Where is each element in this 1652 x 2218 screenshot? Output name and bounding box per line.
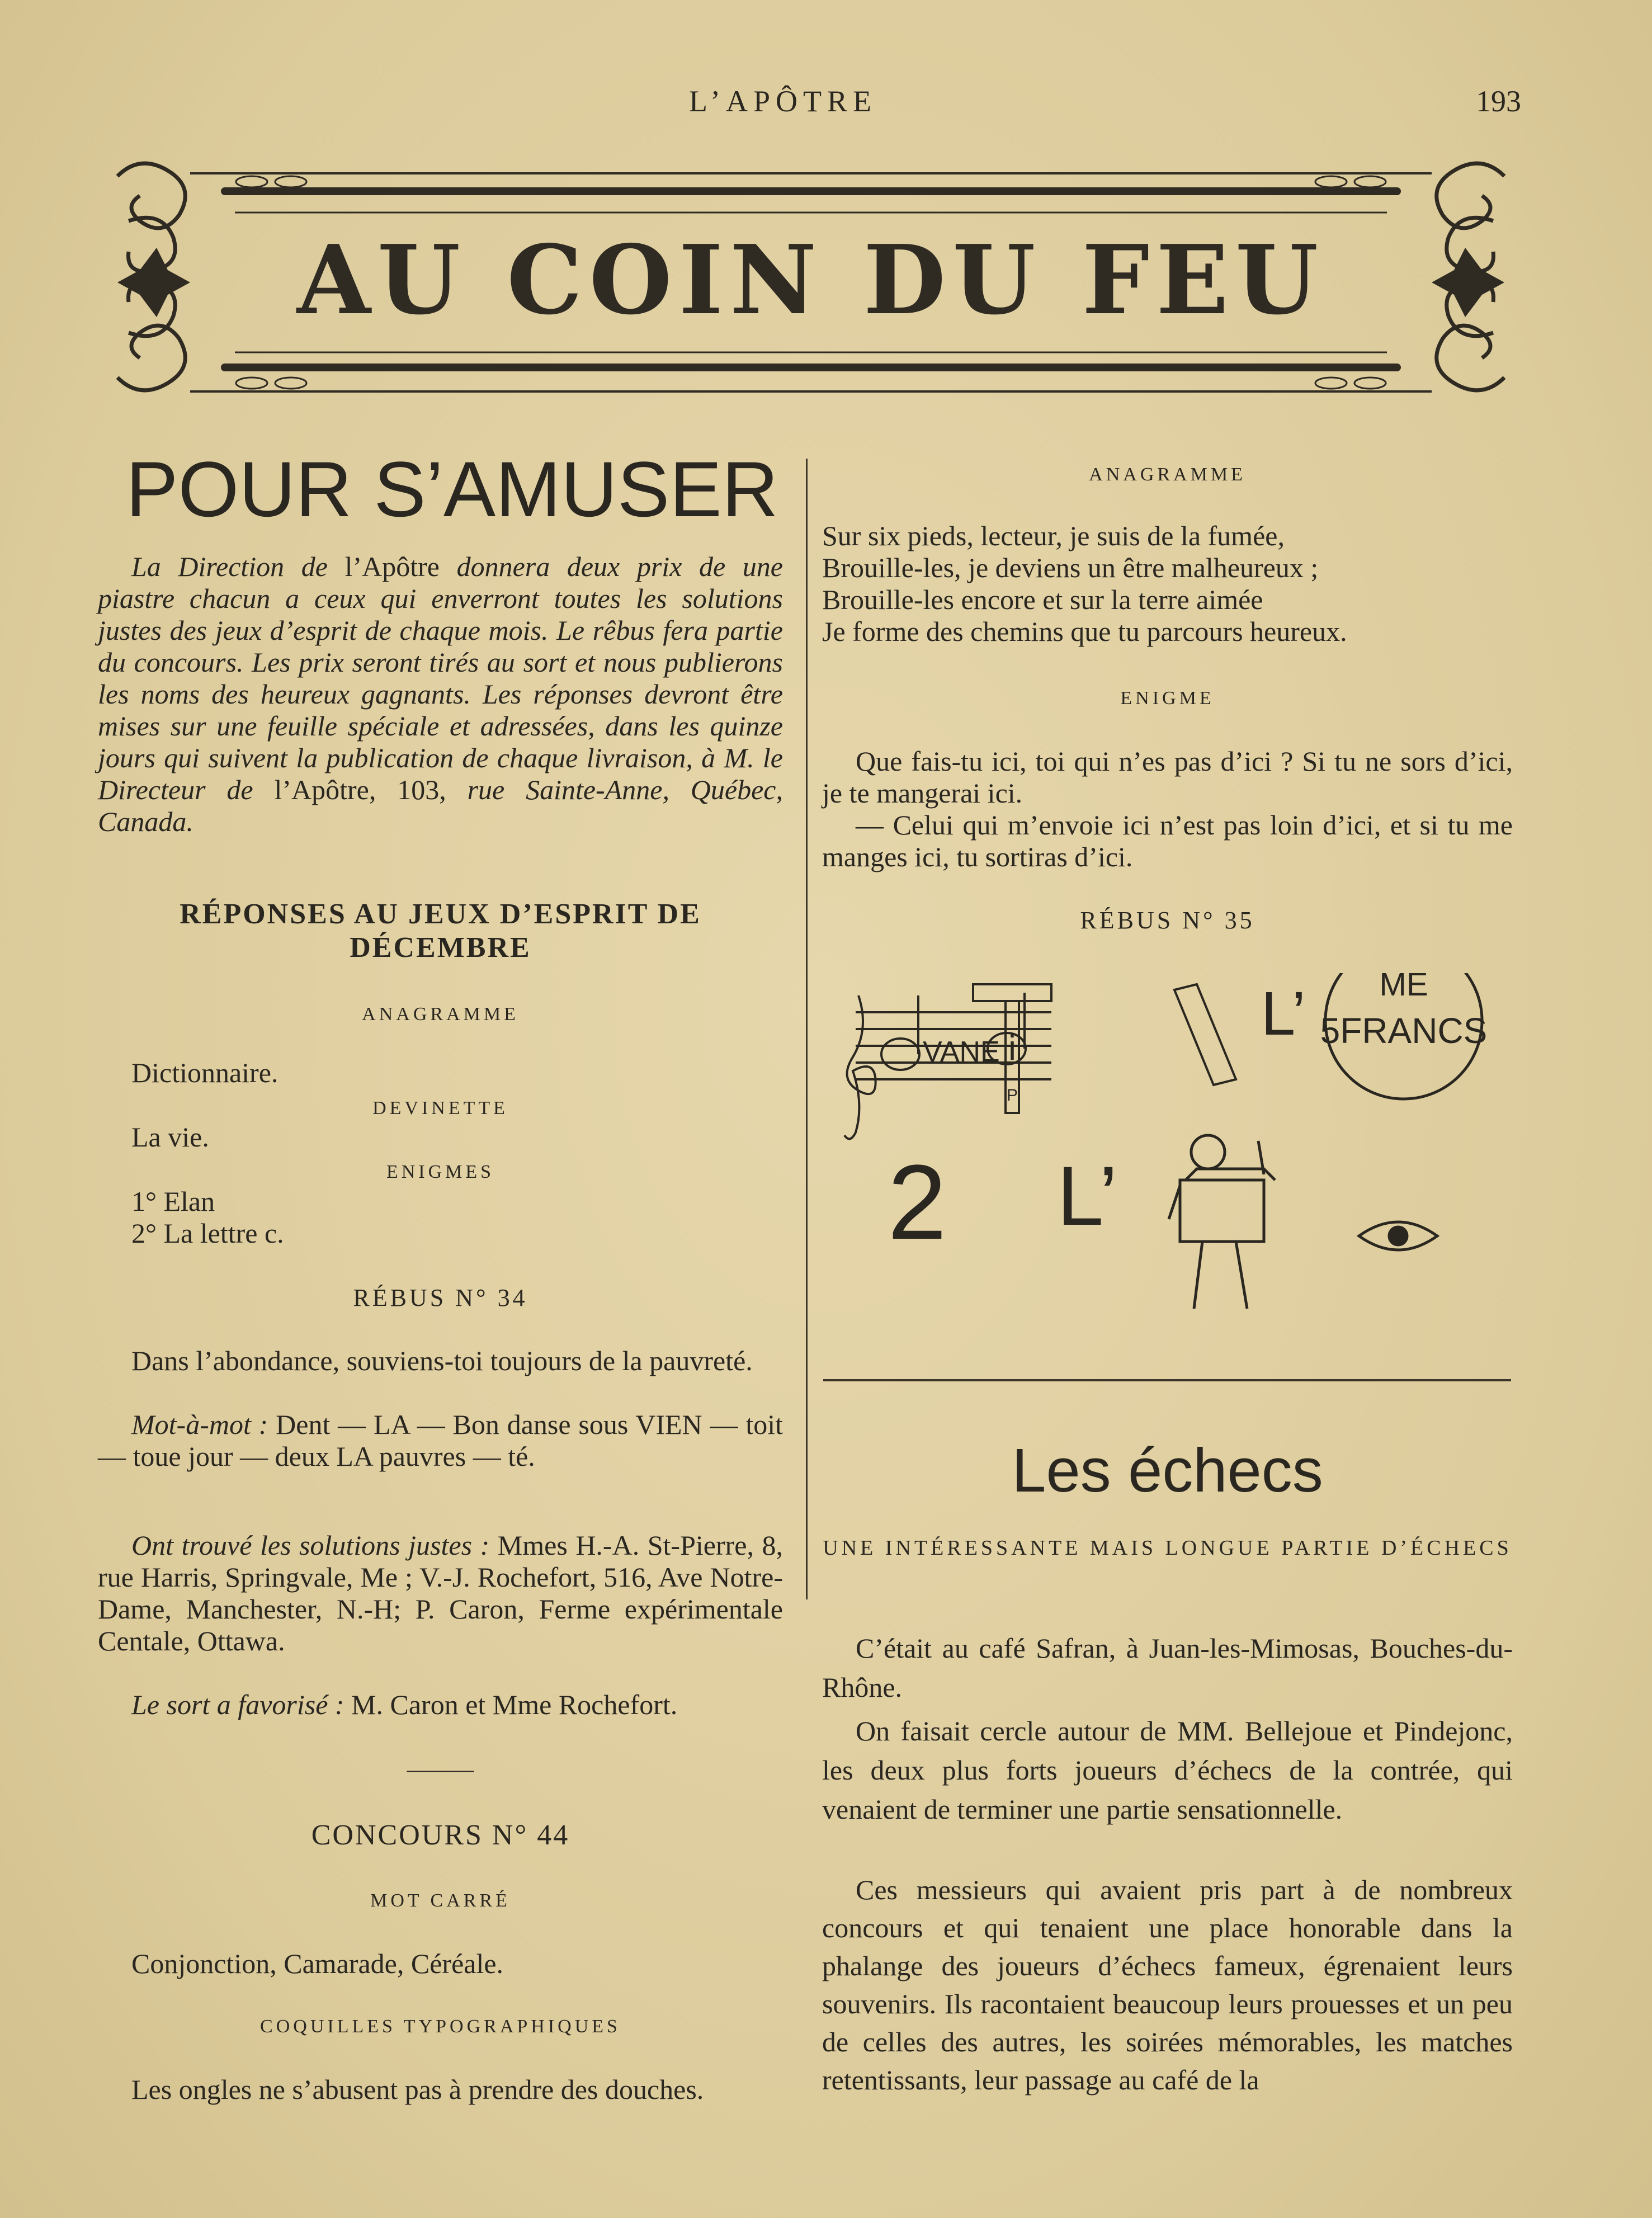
favored-paragraph: [98, 1689, 783, 1721]
anagramme-label: ANAGRAMME: [362, 1004, 519, 1025]
found-text: Mmes H.-A. St-Pierre, 8, rue Harris, Springvale, Me ; V.-J. Rochefort, 516, Ave Notre-Dame, Manchester, N.-H; P. Caron, Ferme expérimentale Centale, Ottawa.: [98, 1530, 783, 1657]
enigmes-label: ENIGMES: [386, 1162, 495, 1182]
rebus-me: ME: [1379, 973, 1428, 1003]
verse-line: Brouille-les encore et sur la terre aimée: [822, 584, 1263, 615]
rebus-eye-drawing: [1359, 1222, 1437, 1250]
section-rule: [823, 1379, 1511, 1381]
coquilles-label: COQUILLES TYPOGRAPHIQUES: [260, 2016, 621, 2037]
devinette-label: DEVINETTE: [372, 1098, 508, 1119]
mot-carre-text: Conjonction, Camarade, Céréale.: [131, 1948, 504, 1979]
section-title: POUR S’AMUSER: [126, 445, 778, 533]
chess-paragraph-1: C’était au café Safran, à Juan-les-Mimosas, Bouches-du-Rhône.: [822, 1632, 1513, 1703]
enigme-paragraph-2: — Celui qui m’envoie ici n’est pas loin d’ici, et si tu me manges ici, tu sortiras d’ici.: [822, 809, 1513, 872]
rebus34-answer: Dans l’abondance, souviens-toi toujours de la pauvreté.: [131, 1345, 753, 1376]
motamot-label: Mot-à-mot :: [131, 1409, 268, 1440]
page-number: 193: [1476, 84, 1521, 118]
answers-title: RÉPONSES AU JEUX D’ESPRIT DE DÉCEMBRE: [180, 898, 701, 964]
enigme-paragraph-1: Que fais-tu ici, toi qui n’es pas d’ici ? Si tu ne sors d’ici, je te mangerai ici.: [822, 745, 1513, 809]
enigme-answer-2: 2° La lettre c.: [131, 1217, 284, 1249]
banner: [106, 143, 1516, 445]
verse-line: Je forme des chemins que tu parcours heureux.: [822, 616, 1347, 647]
rebus-i: i: [1008, 1029, 1016, 1068]
rebus-l1: L’: [1261, 979, 1306, 1048]
chess-paragraph-3: Ces messieurs qui avaient pris part à de nombreux concours et qui tenaient une place honorable dans la phalange des joueurs d’échecs fameux, égrenaient leurs souvenirs. Ils racontaient beaucoup leurs prouesses et un peu de celles des autres, les soirées mémorables, les matches retentissants, leur passage au café de la: [822, 1874, 1513, 2096]
verse-line: Sur six pieds, lecteur, je suis de la fumée,: [822, 520, 1285, 551]
motamot-paragraph: [98, 1409, 783, 1473]
chess-title: Les échecs: [1012, 1436, 1323, 1505]
intro-paragraph: [98, 551, 783, 838]
verse-line: Brouille-les, je deviens un être malheureux ;: [822, 552, 1319, 583]
intro-text-3: donnera deux prix de une piastre chacun a ceux qui enverront toutes les solutions justes des jeux d’esprit de chaque mois. Le rêbus fera partie du concours. Les prix seront tirés au sort et nous publierons les noms des heureux gagnants. Les réponses devront être mises sur une feuille spéciale et adressées, dans les quinze jours qui suivent la publication de chaque livraison, à M. le Directeur de: [98, 551, 783, 805]
concours-title: CONCOURS N° 44: [311, 1819, 570, 1851]
rebus34-label: RÉBUS N° 34: [353, 1284, 528, 1311]
rebus35-label: RÉBUS N° 35: [1080, 907, 1255, 934]
verse: [822, 520, 1513, 648]
banner-title: AU COIN DU FEU: [296, 224, 1325, 336]
found-label: Ont trouvé les solutions justes :: [131, 1530, 490, 1561]
enigme-label: ENIGME: [1120, 688, 1215, 709]
intro-text-2: l’Apôtre: [344, 551, 440, 582]
favored-text: M. Caron et Mme Rochefort.: [344, 1689, 678, 1720]
rebus-francs: 5FRANCS: [1320, 1011, 1488, 1051]
column-divider: [806, 459, 808, 1599]
rebus35-picture: [839, 973, 1488, 1337]
right-anagramme-label: ANAGRAMME: [1089, 464, 1246, 485]
found-paragraph: [98, 1530, 783, 1657]
intro-text-5: rue Sainte-Anne, Québec, Canada.: [98, 774, 783, 837]
intro-text-4: l’Apôtre, 103,: [274, 774, 446, 805]
rebus-l2: L’: [1057, 1149, 1118, 1243]
rebus35-drawing: [839, 973, 1488, 1337]
chess-paragraph-2: On faisait cercle autour de MM. Bellejoue et Pindejonc, les deux plus forts joueurs d’échecs de la contrée, qui venaient de terminer une partie sensationnelle.: [822, 1715, 1513, 1825]
rebus-p: P: [1006, 1086, 1018, 1105]
running-head: L’APÔTRE: [688, 84, 877, 118]
mot-carre-label: MOT CARRÉ: [370, 1890, 511, 1911]
rebus-person-drawing: [1169, 1135, 1275, 1309]
intro-text-1: La Direction de: [131, 551, 345, 582]
rebus-2: 2: [888, 1143, 947, 1262]
favored-label: Le sort a favorisé :: [131, 1689, 344, 1720]
enigme-answer-1: 1° Elan: [131, 1186, 215, 1217]
chess-subtitle: UNE INTÉRESSANTE MAIS LONGUE PARTIE D’ÉCHECS: [823, 1536, 1512, 1560]
motamot-text: Dent — LA — Bon danse sous VIEN — toit — toue jour — deux LA pauvres — té.: [98, 1409, 783, 1472]
banner-ornament: [106, 143, 1516, 445]
anagramme-answer: Dictionnaire.: [131, 1057, 279, 1088]
coquilles-text: Les ongles ne s’abusent pas à prendre des douches.: [131, 2074, 704, 2105]
devinette-answer: La vie.: [131, 1121, 209, 1153]
separator: ———: [407, 1757, 474, 1782]
rebus-vane: VANE: [923, 1036, 1000, 1068]
